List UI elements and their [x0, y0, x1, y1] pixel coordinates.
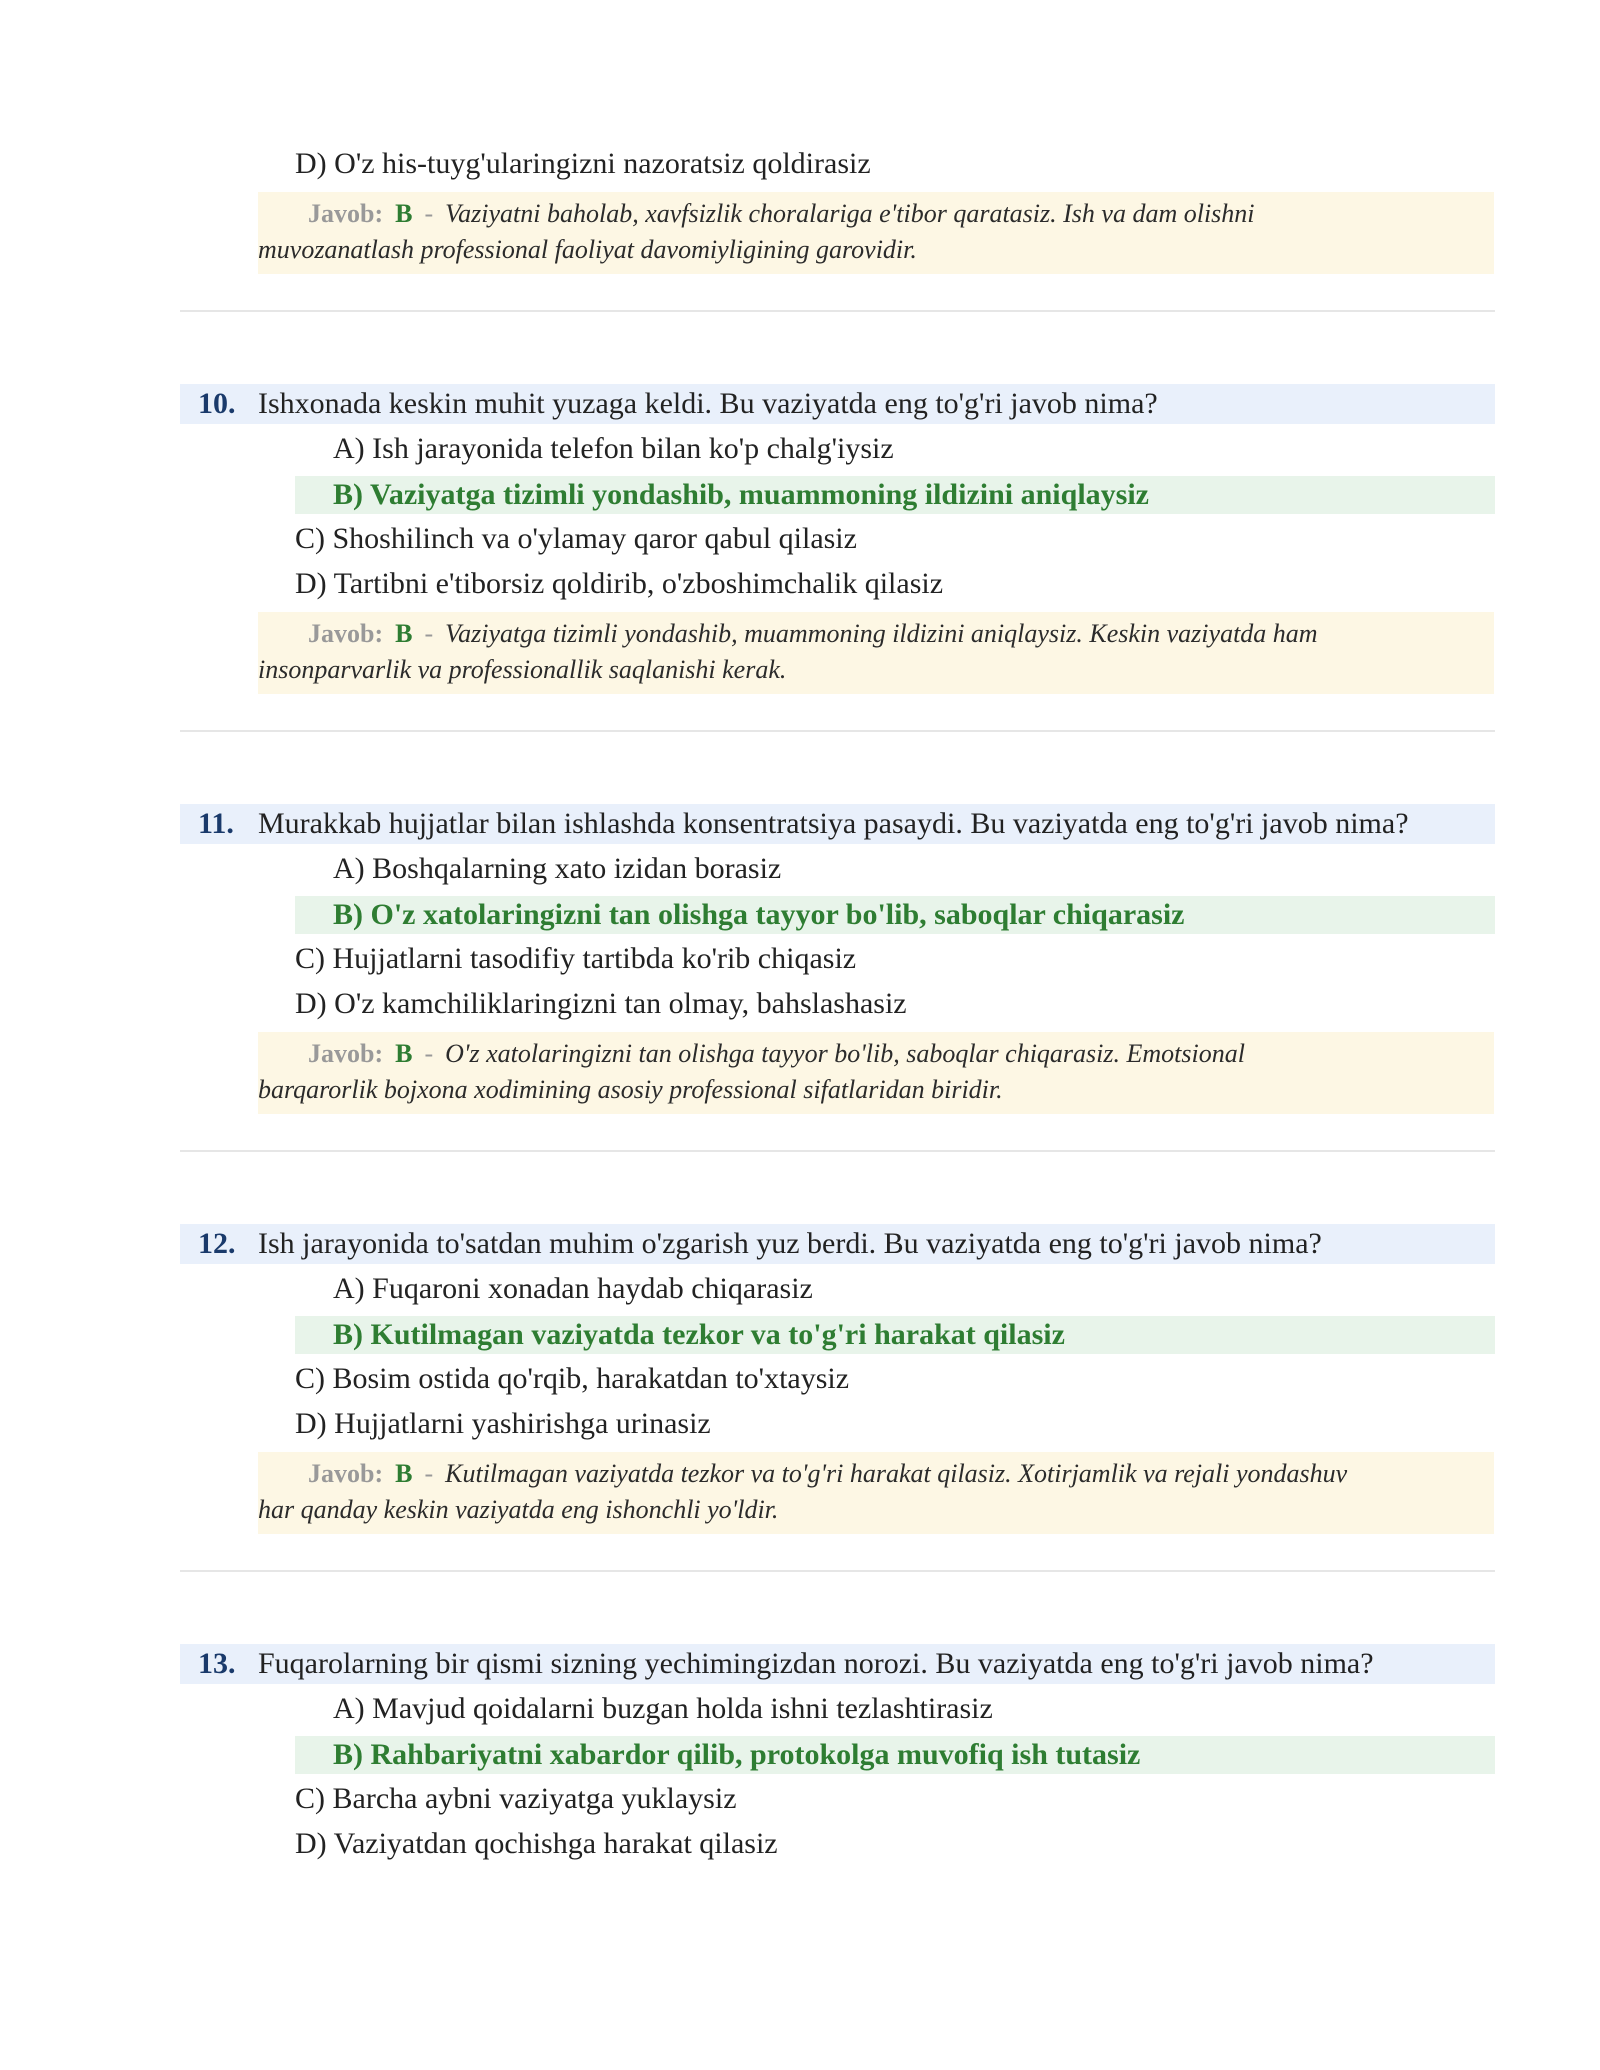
option-b-correct: B) Kutilmagan vaziyatda tezkor va to'g'ri harakat qilasiz [333, 1318, 1065, 1351]
answer-letter: B [395, 199, 413, 228]
answer-text-line2: muvozanatlash professional faoliyat davomiyligining garovidir. [258, 235, 917, 264]
answer-letter: B [395, 1039, 413, 1068]
option-c: C) Barcha aybni vaziyatga yuklaysiz [295, 1782, 737, 1815]
answer-label: Javob: [308, 199, 384, 228]
option-c: C) Hujjatlarni tasodifiy tartibda ko'rib chiqasiz [295, 942, 857, 975]
answer-box [258, 1032, 1494, 1114]
option-a: A) Ish jarayonida telefon bilan ko'p chalg'iysiz [333, 432, 894, 465]
answer-box [258, 1452, 1494, 1534]
answer-first-line: Javob: B - Kutilmagan vaziyatda tezkor va to'g'ri harakat qilasiz. Xotirjamlik va rejali yondashuv [308, 1459, 1348, 1488]
option-b-correct: B) Vaziyatga tizimli yondashib, muammoning ildizini aniqlaysiz [333, 478, 1149, 511]
option-a: A) Boshqalarning xato izidan borasiz [333, 852, 782, 885]
option-d: D) Vaziyatdan qochishga harakat qilasiz [295, 1827, 778, 1860]
answer-box [258, 612, 1494, 694]
answer-first-line: Javob: B - Vaziyatni baholab, xavfsizlik choralariga e'tibor qaratasiz. Ish va dam olishni [308, 199, 1255, 228]
answer-text-line1: Kutilmagan vaziyatda tezkor va to'g'ri harakat qilasiz. Xotirjamlik va rejali yondashuv [445, 1459, 1348, 1488]
option-a: A) Mavjud qoidalarni buzgan holda ishni tezlashtirasiz [333, 1692, 993, 1725]
question-number: 13. [198, 1647, 236, 1680]
question-text: Ish jarayonida to'satdan muhim o'zgarish yuz berdi. Bu vaziyatda eng to'g'ri javob nima? [258, 1227, 1322, 1260]
question-number: 12. [198, 1227, 236, 1260]
answer-first-line: Javob: B - O'z xatolaringizni tan olishga tayyor bo'lib, saboqlar chiqarasiz. Emotsional [308, 1039, 1245, 1068]
question-text: Ishxonada keskin muhit yuzaga keldi. Bu vaziyatda eng to'g'ri javob nima? [258, 387, 1158, 420]
option-c: C) Shoshilinch va o'ylamay qaror qabul qilasiz [295, 522, 857, 555]
answer-box [258, 192, 1494, 274]
answer-first-line: Javob: B - Vaziyatga tizimli yondashib, muammoning ildizini aniqlaysiz. Keskin vaziyatda ham [308, 619, 1318, 648]
divider [180, 310, 1495, 312]
answer-text-line2: insonparvarlik va professionallik saqlanishi kerak. [258, 655, 787, 684]
answer-label: Javob: [308, 1039, 384, 1068]
divider [180, 1150, 1495, 1152]
answer-letter: B [395, 1459, 413, 1488]
option-c: C) Bosim ostida qo'rqib, harakatdan to'xtaysiz [295, 1362, 850, 1395]
option-b-correct: B) O'z xatolaringizni tan olishga tayyor bo'lib, saboqlar chiqarasiz [333, 898, 1185, 931]
option-d: D) O'z his-tuyg'ularingizni nazoratsiz qoldirasiz [295, 147, 871, 180]
option-d: D) Tartibni e'tiborsiz qoldirib, o'zboshimchalik qilasiz [295, 567, 944, 600]
divider [180, 1570, 1495, 1572]
option-d: D) Hujjatlarni yashirishga urinasiz [295, 1407, 711, 1440]
option-a: A) Fuqaroni xonadan haydab chiqarasiz [333, 1272, 813, 1305]
divider [180, 730, 1495, 732]
answer-text-line2: har qanday keskin vaziyatda eng ishonchli yo'ldir. [258, 1495, 779, 1524]
option-d: D) O'z kamchiliklaringizni tan olmay, bahslashasiz [295, 987, 907, 1020]
answer-label: Javob: [308, 619, 384, 648]
question-number: 10. [198, 387, 236, 420]
answer-text-line1: Vaziyatni baholab, xavfsizlik choralariga e'tibor qaratasiz. Ish va dam olishni [445, 199, 1255, 228]
option-b-correct: B) Rahbariyatni xabardor qilib, protokolga muvofiq ish tutasiz [333, 1738, 1141, 1771]
answer-letter: B [395, 619, 413, 648]
answer-label: Javob: [308, 1459, 384, 1488]
answer-text-line1: O'z xatolaringizni tan olishga tayyor bo'lib, saboqlar chiqarasiz. Emotsional [445, 1039, 1245, 1068]
question-number: 11. [198, 807, 234, 840]
question-text: Fuqarolarning bir qismi sizning yechimingizdan norozi. Bu vaziyatda eng to'g'ri javob nima? [258, 1647, 1374, 1680]
answer-text-line1: Vaziyatga tizimli yondashib, muammoning ildizini aniqlaysiz. Keskin vaziyatda ham [445, 619, 1318, 648]
answer-text-line2: barqarorlik bojxona xodimining asosiy professional sifatlaridan biridir. [258, 1075, 1003, 1104]
question-text: Murakkab hujjatlar bilan ishlashda konsentratsiya pasaydi. Bu vaziyatda eng to'g'ri javob nima? [258, 807, 1409, 840]
